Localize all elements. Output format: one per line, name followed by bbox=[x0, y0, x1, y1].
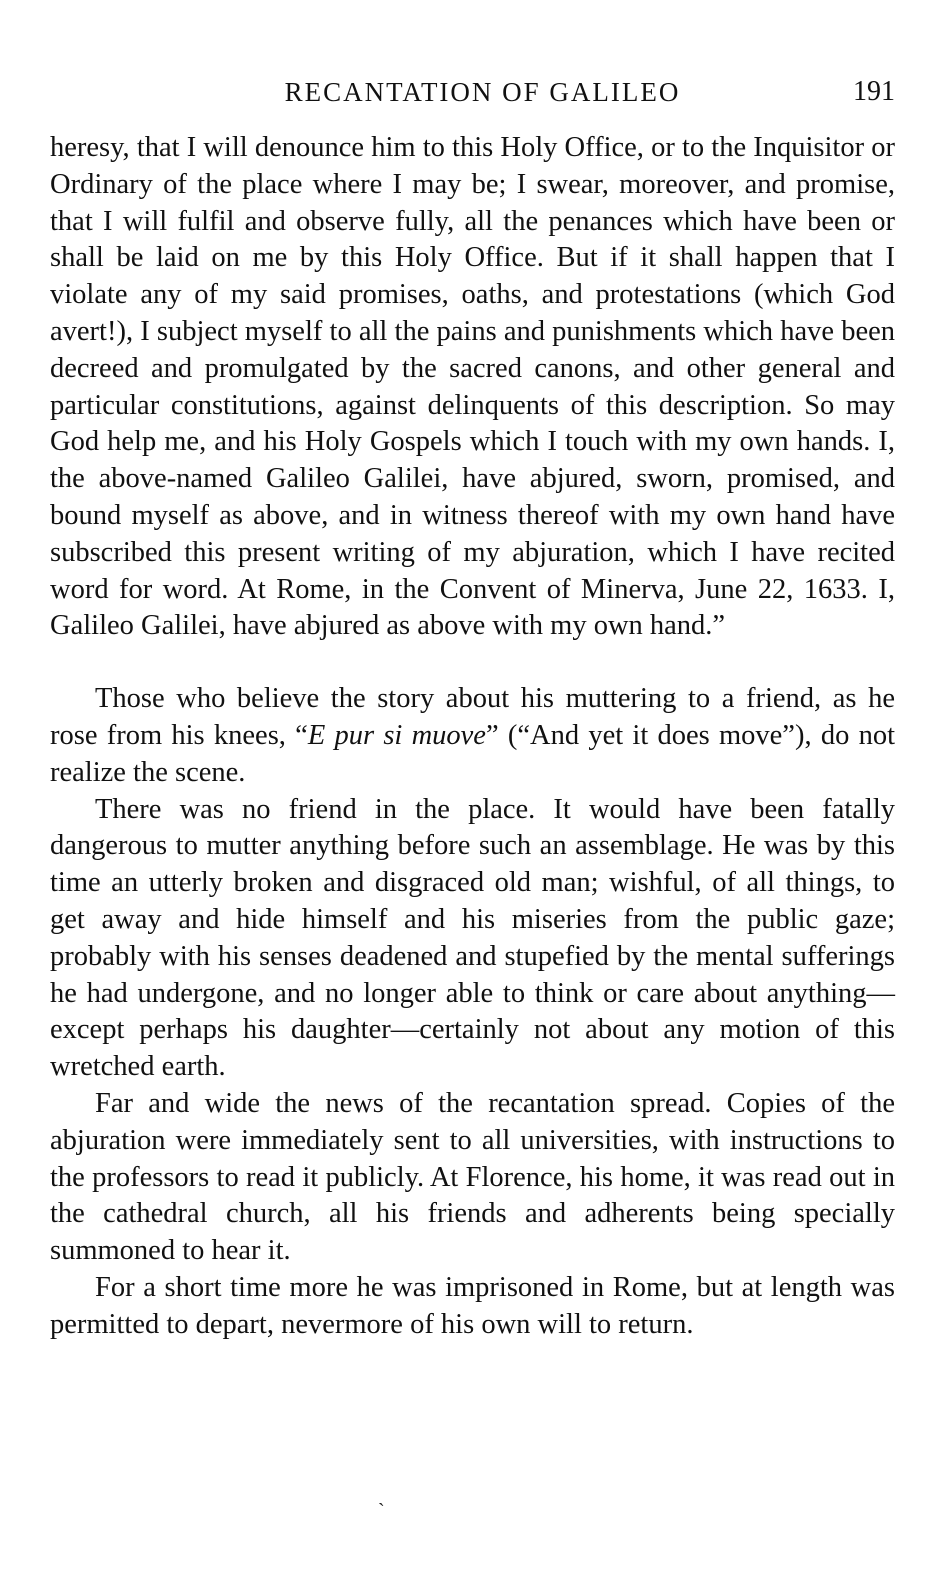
paragraph-text-before: Those who believe the story about his muttering to a friend, as he rose from his knees, “ bbox=[50, 683, 895, 751]
paragraph-e-pur-si-muove bbox=[50, 681, 895, 791]
stray-ink-mark: ` bbox=[378, 1500, 385, 1522]
paragraph-news-spread: Far and wide the news of the recantation spread. Copies of the abjuration were immediately sent to all universities, with instructions to the professors to read it publicly. At Florence, his home, it was read out in the cathedral church, all his friends and adherents being specially summoned to hear it. bbox=[50, 1087, 895, 1267]
italic-quote: E pur si muove bbox=[307, 719, 486, 751]
paragraph-imprisoned: For a short time more he was imprisoned in Rome, but at length was permitted to depart, nevermore of his own will to return. bbox=[50, 1271, 895, 1340]
paragraph-abjuration-continued: heresy, that I will denounce him to this Holy Office, or to the Inquisitor or Ordinary of the place where I may be; I swear, moreover, and promise, that I will fulfil and observe fully, all the penances which have been or shall be laid on me by this Holy Office. But if it shall happen that I violate any of my said promises, oaths, and protestations (which God avert!), I subject myself to all the pains and punishments which have been decreed and promulgated by the sacred canons, and other general and particular constitutions, against delinquents of this description. So may God help me, and his Holy Gospels which I touch with my own hands. I, the above-named Galileo Galilei, have abjured, sworn, promised, and bound myself as above, and in witness thereof with my own hand have subscribed this present writing of my abjuration, which I have recited word for word. At Rome, in the Convent of Minerva, June 22, 1633. I, Galileo Galilei, have abjured as above with my own hand.” bbox=[50, 132, 895, 642]
paragraph-text-after: ” (“And yet it does move”), do not realize the scene. bbox=[50, 719, 895, 788]
paragraph-no-friend: There was no friend in the place. It would have been fatally dangerous to mutter anything before such an assemblage. He was by this time an utterly broken and disgraced old man; wishful, of all things, to get away and hide himself and his miseries from the public gaze; probably with his senses deadened and stupefied by the mental sufferings he had undergone, and no longer able to think or care about anything—except perhaps his daughter—certainly not about any motion of this wretched earth. bbox=[50, 793, 895, 1083]
running-title: RECANTATION OF GALILEO bbox=[284, 77, 681, 107]
page-number: 191 bbox=[853, 76, 895, 107]
book-page bbox=[50, 70, 895, 1344]
body-text bbox=[50, 130, 895, 1344]
running-head bbox=[50, 70, 895, 114]
